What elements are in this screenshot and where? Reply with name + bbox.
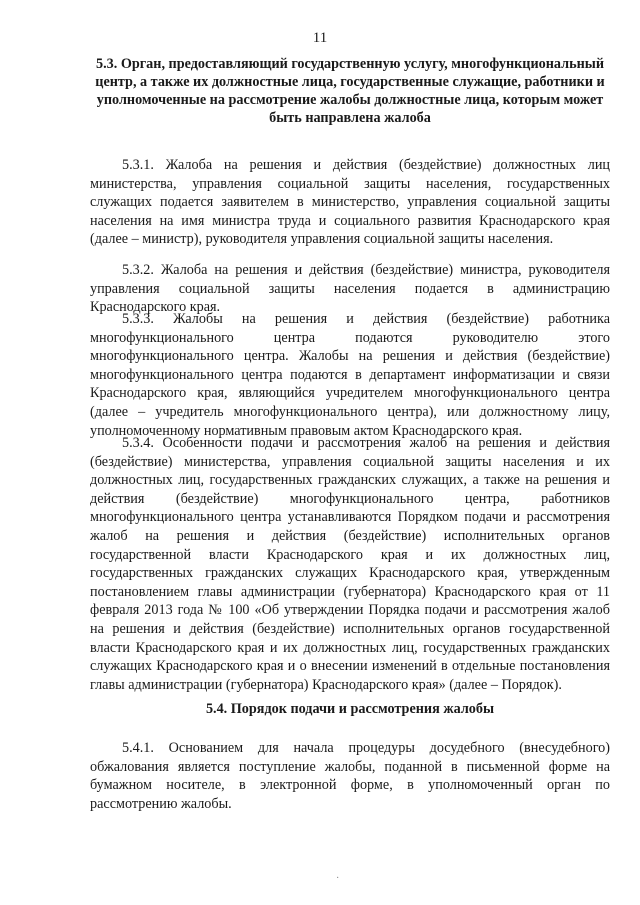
scan-speck: ·	[336, 873, 340, 884]
paragraph-5-3-4: 5.3.4. Особенности подачи и рассмотрения жалоб на решения и действия (бездействие) министерства, управления социальной защиты населения и их должностных лиц, государственных гражданских служащих, а также на решения и действия (бездействие) многофункционального центра, работников многофункционального центра устанавливаются Порядком подачи и рассмотрения жалоб на решения и действия (бездействие) исполнительных органов государственной власти Краснодарского края и их должностных лиц, государственных гражданских служащих Краснодарского края, утвержденным постановлением главы администрации (губернатора) Краснодарского края от 11 февраля 2013 года № 100 «Об утверждении Порядка подачи и рассмотрения жалоб на решения и действия (бездействие) исполнительных органов государственной власти Краснодарского края и их должностных лиц, государственных гражданских служащих Краснодарского края и о внесении изменений в отдельные постановления главы администрации (губернатора) Краснодарского края» (далее – Порядок).	[90, 435, 610, 693]
paragraph-5-3-3: 5.3.3. Жалобы на решения и действия (бездействие) работника многофункционального центра подаются руководителю этого многофункционального центра. Жалобы на решения и действия (бездействие) многофункционального центра подаются в департамент информатизации и связи Краснодарского края, являющийся учредителем многофункционального центра (далее – учредитель многофункционального центра), или должностному лицу, уполномоченному нормативным правовым актом Краснодарского края.	[90, 311, 610, 439]
paragraph-5-4-1: 5.4.1. Основанием для начала процедуры досудебного (внесудебного) обжалования является поступление жалобы, поданной в письменной форме на бумажном носителе, в электронной форме, в уполномоченный орган по рассмотрению жалобы.	[90, 740, 610, 812]
page-number: 11	[312, 30, 328, 46]
paragraph-5-3-1: 5.3.1. Жалоба на решения и действия (бездействие) должностных лиц министерства, управления социальной защиты населения, государственных служащих подается заявителем в министерство, управления социальной защиты населения на имя министра труда и социального развития Краснодарского края (далее – министр), руководителя управления социальной защиты населения.	[90, 157, 610, 248]
section-heading-5-3: 5.3. Орган, предоставляющий государственную услугу, многофункциональный центр, а также их должностные лица, государственные служащие, работники и уполномоченные на рассмотрение жалобы должностные лица, которым может быть направлена жалоба	[95, 56, 605, 126]
section-heading-5-4: 5.4. Порядок подачи и рассмотрения жалобы	[205, 701, 495, 717]
paragraph-5-3-2: 5.3.2. Жалоба на решения и действия (бездействие) министра, руководителя управления социальной защиты населения подается в администрацию Краснодарского края.	[90, 262, 610, 316]
